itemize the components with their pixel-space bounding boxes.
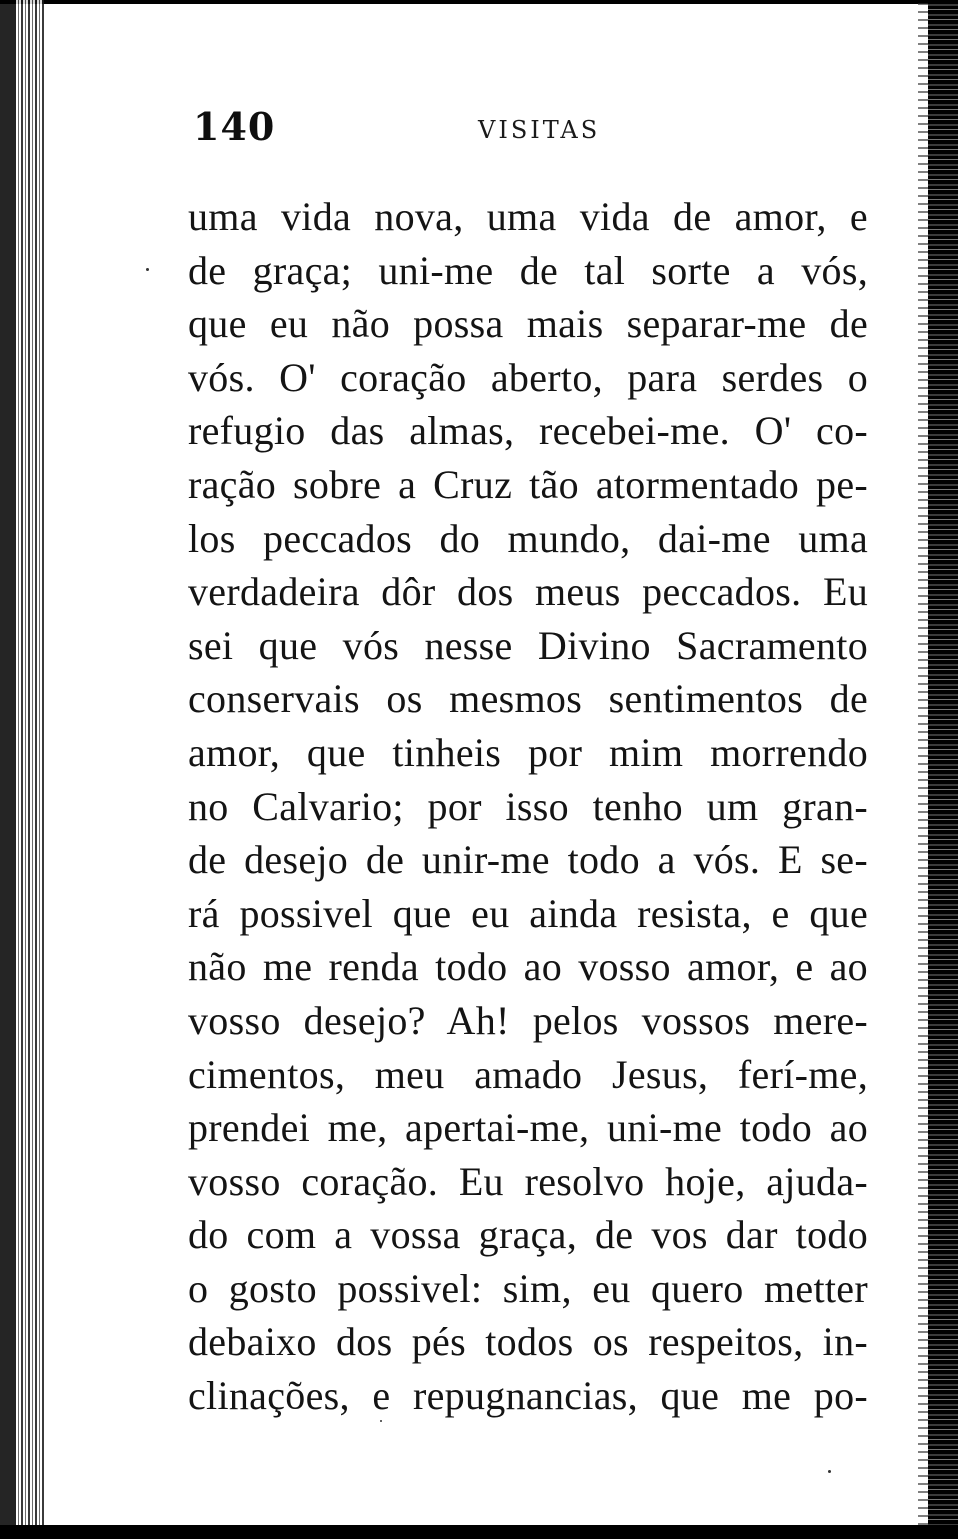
text-line: uma vida nova, uma vida de amor, e [188, 194, 868, 239]
text-line: verdadeira dôr dos meus peccados. Eu [188, 569, 868, 615]
text-line: rá possivel que eu ainda resista, e que [188, 890, 868, 936]
text-line: o gosto possivel: sim, eu quero metter [188, 1265, 868, 1311]
text-line: clinações, e repugnancias, que me po- [188, 1373, 868, 1419]
scan-edge-top [0, 0, 958, 4]
text-line: ração sobre a Cruz tão atormentado pe- [188, 461, 868, 507]
text-line: de graça; uni-me de tal sorte a vós, [188, 247, 868, 293]
text-line: los peccados do mundo, dai-me uma [188, 515, 868, 561]
text-line: no Calvario; por isso tenho um gran- [188, 783, 868, 829]
scan-speck [380, 1420, 382, 1422]
scan-edge-bottom [0, 1525, 958, 1539]
text-line: amor, que tinheis por mim morrendo [188, 729, 868, 775]
text-line: de desejo de unir-me todo a vós. E se- [188, 837, 868, 883]
text-line: cimentos, meu amado Jesus, ferí-me, [188, 1051, 868, 1097]
scan-speck [828, 1470, 831, 1473]
text-line: sei que vós nesse Divino Sacramento [188, 622, 868, 668]
text-line: do com a vossa graça, de vos dar todo [188, 1212, 868, 1258]
scan-speck [146, 268, 149, 271]
text-line: vosso desejo? Ah! pelos vossos mere- [188, 997, 868, 1043]
text-line: debaixo dos pés todos os respeitos, in- [188, 1319, 868, 1365]
page-edge-right [928, 0, 958, 1539]
text-line: que eu não possa mais separar-me de [188, 301, 868, 347]
text-line: não me renda todo ao vosso amor, e ao [188, 944, 868, 990]
text-line: prendei me, apertai-me, uni-me todo ao [188, 1105, 868, 1151]
text-line: refugio das almas, recebei-me. O' co- [188, 408, 868, 454]
page-number: 140 [193, 104, 276, 149]
body-text [188, 190, 868, 1423]
binding-gutter [0, 0, 44, 1539]
running-head: VISITAS [478, 116, 601, 144]
text-line: vosso coração. Eu resolvo hoje, ajuda- [188, 1158, 868, 1204]
text-line: vós. O' coração aberto, para serdes o [188, 354, 868, 400]
text-line: conservais os mesmos sentimentos de [188, 676, 868, 722]
